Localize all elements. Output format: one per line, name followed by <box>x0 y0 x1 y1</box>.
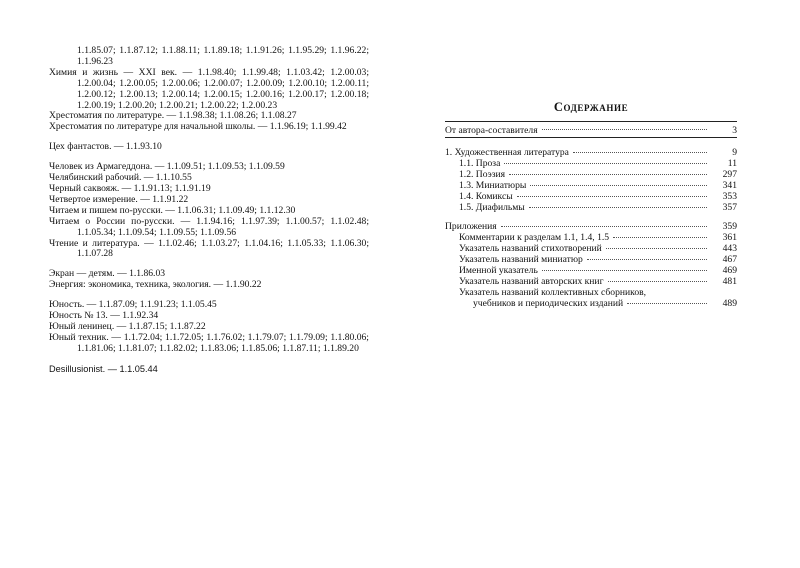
toc-page-number: 489 <box>722 297 737 309</box>
index-entry-refs: — 1.1.93.10 <box>111 141 162 153</box>
index-entry-refs: — 1.1.02.46; 1.1.03.27; 1.1.04.16; 1.1.05.33; 1.1.06.30; 1.1.07.28 <box>77 237 369 260</box>
toc-page-number: 11 <box>727 157 737 169</box>
index-entry-title: Юный ленинец. <box>49 320 115 332</box>
index-entry-refs: — 1.1.72.04; 1.1.72.05; 1.1.76.02; 1.1.79.07; 1.1.79.09; 1.1.80.06; 1.1.81.06; 1.1.81.07; 1.1.82.02; 1.1.83.06; 1.1.85.06; 1.1.87.11; 1.1.89.20 <box>77 331 369 354</box>
index-entry-refs: — 1.1.86.03 <box>114 268 166 280</box>
index-entry-title: Desillusionist. <box>49 363 106 374</box>
index-entry-title: Хрестоматия по литературе для начальной школы. <box>49 121 256 133</box>
table-of-contents <box>445 123 737 310</box>
toc-label: 1.5. Диафильмы <box>459 201 525 213</box>
toc-label: От автора-составителя <box>445 124 538 136</box>
toc-label: Именной указатель <box>459 265 538 277</box>
index-entry-title: Энергия: экономика, техника, экология. <box>49 279 212 291</box>
toc-page-number: 341 <box>722 179 737 191</box>
index-entry-title: Челябинский рабочий. <box>49 172 142 184</box>
toc-leader-dots <box>509 174 707 175</box>
toc-page-number: 469 <box>722 265 737 277</box>
index-entry-refs: — 1.1.09.51; 1.1.09.53; 1.1.09.59 <box>152 161 285 173</box>
toc-label: Комментарии к разделам 1.1, 1.4, 1.5 <box>459 232 610 244</box>
index-entry <box>49 239 369 261</box>
toc-page-number: 3 <box>732 124 737 136</box>
toc-label: 1.3. Миниатюры <box>459 179 527 191</box>
toc-rule-top <box>445 121 737 122</box>
index-entry <box>49 333 369 355</box>
index-entry-refs: 1.1.85.07; 1.1.87.12; 1.1.88.11; 1.1.89.18; 1.1.91.26; 1.1.95.29; 1.1.96.22; 1.1.96.23 <box>77 45 369 67</box>
toc-row[interactable] <box>445 181 737 192</box>
index-entry-refs: — 1.1.94.16; 1.1.97.39; 1.1.00.57; 1.1.02.48; 1.1.05.34; 1.1.09.54; 1.1.09.55; 1.1.09.56 <box>77 215 370 238</box>
toc-page-number: 481 <box>722 275 737 287</box>
index-entry-title: Химия и жизнь — XXI век. <box>49 66 178 78</box>
toc-page-number: 361 <box>722 232 737 244</box>
toc-page-number: 357 <box>722 201 737 213</box>
toc-heading: Содержание <box>553 100 629 114</box>
index-entry-refs: — 1.1.05.44 <box>105 363 158 374</box>
index-entry-title: Юный техник. <box>49 331 109 343</box>
toc-leader-dots <box>573 152 707 153</box>
index-entry-title: Читаем и пишем по-русски. <box>49 204 163 216</box>
index-entry-title: Юность. <box>49 299 85 311</box>
toc-leader-dots <box>613 237 707 238</box>
index-entry-refs: — 1.1.10.55 <box>141 172 192 184</box>
toc-row[interactable] <box>445 203 737 214</box>
toc-page-number: 359 <box>722 221 737 233</box>
index-entry-refs: — 1.1.98.40; 1.1.99.48; 1.1.03.42; 1.2.00.03; 1.2.00.04; 1.2.00.05; 1.2.00.06; 1.2.00.07; 1.2.00.09; 1.2.00.10; 1.2.00.11; 1.2.00.12; 1.2.00.13; 1.2.00.14; 1.2.00.15; 1.2.00.16; 1.2.00.17; 1.2.00.18; 1.2.00.19; 1.2.00.20; 1.2.00.21; 1.2.00.22; 1.2.00.23 <box>77 66 369 111</box>
toc-leader-dots <box>504 163 707 164</box>
toc-leader-dots <box>542 270 707 271</box>
index-entry-title: Хрестоматия по литературе. <box>49 110 165 122</box>
toc-leader-dots <box>608 281 707 282</box>
toc-leader-dots <box>517 196 707 197</box>
index-entry-title: Четвертое измерение. <box>49 193 138 205</box>
toc-row[interactable] <box>445 288 737 310</box>
periodicals-index <box>49 46 369 375</box>
index-entry <box>49 46 369 68</box>
index-entry-title: Юность № 13. <box>49 310 108 322</box>
toc-leader-dots <box>606 248 707 249</box>
toc-leader-dots <box>587 259 707 260</box>
index-entry-refs: — 1.1.91.13; 1.1.91.19 <box>119 182 211 194</box>
index-entry <box>49 122 369 133</box>
index-entry <box>49 364 369 375</box>
index-entry-title: Чтение и литература. <box>49 237 140 249</box>
index-entry-title: Экран — детям. <box>49 268 115 280</box>
toc-page-number: 9 <box>732 147 737 158</box>
toc-label-line2: учебников и периодических изданий <box>473 297 624 309</box>
toc-label: 1.4. Комиксы <box>459 190 513 202</box>
index-entry-title: Читаем о России по-русски. <box>49 215 175 227</box>
index-entry <box>49 280 369 291</box>
toc-label: Указатель названий миниатюр <box>459 254 583 266</box>
toc-label-continued <box>445 299 737 310</box>
toc-label: Приложения <box>445 221 497 233</box>
index-entry-title: Цех фантастов. <box>49 141 112 153</box>
toc-page-number: 297 <box>722 168 737 180</box>
toc-leader-dots <box>529 207 707 208</box>
index-entry-refs: — 1.1.92.34 <box>107 310 159 322</box>
toc-label: 1.1. Проза <box>459 157 501 169</box>
toc-page-number: 353 <box>722 190 737 202</box>
index-entry-refs: — 1.1.06.31; 1.1.09.49; 1.1.12.30 <box>162 204 296 216</box>
toc-label: 1. Художественная литература <box>445 147 569 158</box>
toc-leader-dots <box>627 303 707 304</box>
toc-label: Указатель названий стихотворений <box>459 243 602 255</box>
index-entry <box>49 68 369 112</box>
toc-label: Указатель названий коллективных сборников, <box>459 286 647 298</box>
toc-row[interactable] <box>445 192 737 203</box>
index-entry-title: Человек из Армагеддона. <box>49 161 153 173</box>
index-entry <box>49 142 369 153</box>
toc-page-number: 443 <box>722 243 737 255</box>
toc-row[interactable] <box>445 123 737 139</box>
index-entry-refs: — 1.1.87.09; 1.1.91.23; 1.1.05.45 <box>84 299 217 311</box>
toc-label: 1.2. Поэзия <box>459 168 506 180</box>
index-entry-title: Черный саквояж. <box>49 182 120 194</box>
index-entry-refs: — 1.1.96.19; 1.1.99.42 <box>255 121 347 133</box>
index-entry <box>49 217 369 239</box>
index-entry-refs: — 1.1.90.22 <box>211 279 262 291</box>
toc-leader-dots <box>501 226 707 227</box>
index-entry-refs: — 1.1.98.38; 1.1.08.26; 1.1.08.27 <box>164 110 297 122</box>
toc-leader-dots <box>530 185 707 186</box>
index-entry-refs: — 1.1.91.22 <box>137 193 189 205</box>
toc-leader-dots <box>542 129 707 130</box>
index-gap <box>49 355 369 364</box>
index-entry-refs: — 1.1.87.15; 1.1.87.22 <box>114 320 206 332</box>
toc-page-number: 467 <box>722 254 737 266</box>
toc-label: Указатель названий авторских книг <box>459 275 604 287</box>
